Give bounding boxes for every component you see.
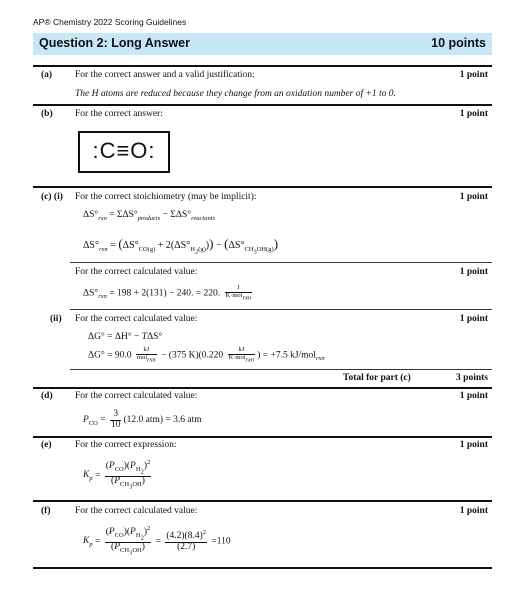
equation-entropy-value: $\Delta S^\circ_{rxn} = 198 + 2(131) - 240$. = 220. $\frac{J}{K\cdot mol_{rxn}}$ xyxy=(83,284,252,301)
question-header-bar xyxy=(33,33,492,55)
part-b-points: 1 point xyxy=(459,109,488,119)
part-c-i-label: (c) (i) xyxy=(41,192,63,202)
divider xyxy=(70,262,492,263)
divider xyxy=(33,186,492,188)
divider xyxy=(33,104,492,106)
part-c-points-2: 1 point xyxy=(459,267,488,277)
lewis-structure: :C≡O: xyxy=(92,138,156,163)
part-b-label: (b) xyxy=(41,109,53,119)
equation-kp-value: $K_p$ = $\frac{(P_{CO})(P_{H_2})^2}{(P_{CH_3OH})}$ = $\frac{(4.2)(8.4)^2}{(2.7)}$ =110 xyxy=(83,525,231,557)
part-c-criterion-3: For the correct calculated value: xyxy=(75,314,198,324)
divider xyxy=(33,567,492,569)
part-d-label: (d) xyxy=(41,391,53,401)
equation-gibbs-value: ΔG° = 90.0 $\frac{kJ}{mol_{rxn}}$ − (375 K)(0.220 $\frac{kJ}{K\cdot mol_{rxn}}$ ) = +7.5 kJ/mol$_{rxn}$ xyxy=(88,346,325,363)
part-b-criterion: For the correct answer: xyxy=(75,109,163,119)
part-a-label: (a) xyxy=(41,70,53,80)
part-a-answer: The H atoms are reduced because they change from an oxidation number of +1 to 0. xyxy=(75,89,396,99)
question-title: Question 2: Long Answer xyxy=(39,36,190,50)
equation-kp-expression: $K_p$ = $\frac{(P_{CO})(P_{H_2})^2}{(P_{CH_3OH})}$ xyxy=(83,459,151,491)
part-c-points-3: 1 point xyxy=(459,314,488,324)
part-f-label: (f) xyxy=(41,506,51,516)
divider xyxy=(33,65,492,67)
equation-entropy-stoichiometry: $\Delta S^\circ_{rxn} = (\Delta S^\circ_{CO(g)} + 2(\Delta S^\circ_{H_2(g)})) - (\Delta S^\circ_{CH_3OH(g)})$ xyxy=(83,236,279,256)
part-e-criterion: For the correct expression: xyxy=(75,440,177,450)
part-c-criterion-1: For the correct stoichiometry (may be implicit): xyxy=(75,192,257,202)
divider xyxy=(70,309,492,310)
part-c-total-points: 3 points xyxy=(456,373,488,383)
part-c-total-label: Total for part (c) xyxy=(343,373,411,383)
part-f-criterion: For the correct calculated value: xyxy=(75,506,198,516)
lewis-structure-box xyxy=(78,131,170,173)
header-note: AP® Chemistry 2022 Scoring Guidelines xyxy=(33,17,187,27)
part-e-points: 1 point xyxy=(459,440,488,450)
part-a-points: 1 point xyxy=(459,70,488,80)
part-f-points: 1 point xyxy=(459,506,488,516)
divider xyxy=(70,369,492,370)
divider xyxy=(33,500,492,502)
part-c-ii-label: (ii) xyxy=(50,314,62,324)
part-d-points: 1 point xyxy=(459,391,488,401)
equation-partial-pressure: $P_{CO}$ = $\frac{3}{10}$ (12.0 atm) = 3.6 atm xyxy=(83,409,202,430)
part-c-criterion-2: For the correct calculated value: xyxy=(75,267,198,277)
equation-gibbs-definition: ΔG° = ΔH° − TΔS° xyxy=(88,332,163,342)
question-points: 10 points xyxy=(431,36,486,50)
part-d-criterion: For the correct calculated value: xyxy=(75,391,198,401)
part-a-criterion: For the correct answer and a valid justification: xyxy=(75,70,255,80)
part-c-points-1: 1 point xyxy=(459,192,488,202)
part-e-label: (e) xyxy=(41,440,52,450)
divider xyxy=(33,436,492,438)
divider xyxy=(33,387,492,389)
equation-entropy-definition: $\Delta S^\circ_{rxn} = \Sigma\Delta S^\circ_{products} - \Sigma\Delta S^\circ_{reactants}$ xyxy=(83,210,216,222)
